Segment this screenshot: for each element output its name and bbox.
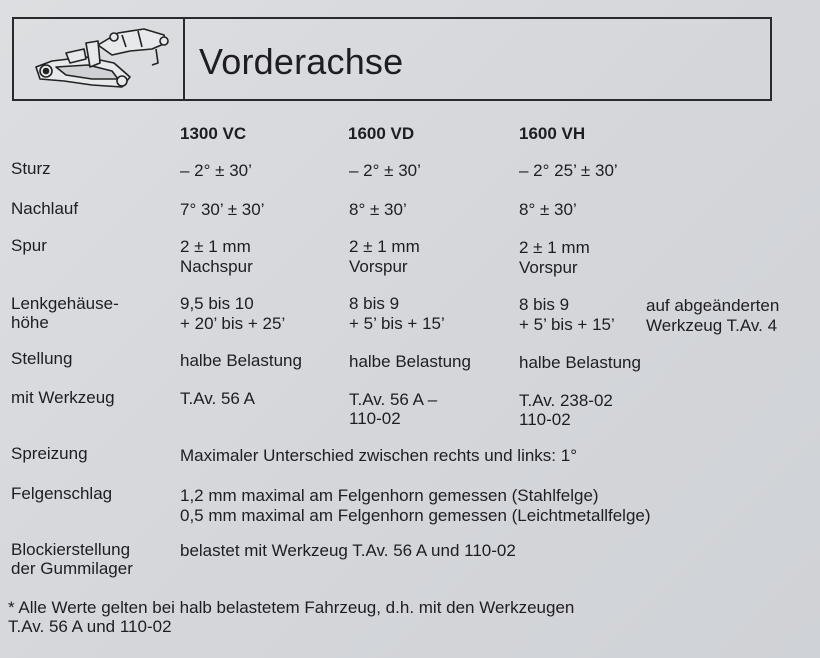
sturz-1600vh: – 2° 25’ ± 30’: [519, 161, 618, 180]
logo-cell: [14, 19, 185, 99]
lenkgehaeuse-note-line1: auf abgeänderten: [646, 296, 780, 315]
spur-1600vd-type: Vorspur: [349, 257, 408, 276]
spur-1300vc-value: 2 ± 1 mm: [180, 237, 251, 256]
werkzeug-1600vh-line2: 110-02: [519, 410, 571, 429]
row-label-werkzeug: mit Werkzeug: [11, 388, 115, 407]
werkzeug-1300vc: T.Av. 56 A: [180, 389, 255, 408]
stellung-1600vd: halbe Belastung: [349, 352, 471, 371]
sturz-1300vc: – 2° ± 30’: [180, 161, 252, 180]
spreizung-value: Maximaler Unterschied zwischen rechts und links: 1°: [180, 446, 578, 465]
nachlauf-1600vh: 8° ± 30’: [519, 200, 577, 219]
stellung-1600vh: halbe Belastung: [519, 353, 641, 372]
row-label-blockier-line2: der Gummilager: [11, 559, 133, 578]
lenkgehaeuse-1600vh-line1: 8 bis 9: [519, 295, 570, 314]
werkzeug-1600vd-line1: T.Av. 56 A –: [349, 390, 438, 409]
spur-1600vh-value: 2 ± 1 mm: [519, 238, 590, 257]
lenkgehaeuse-1600vd-line1: 8 bis 9: [349, 294, 400, 313]
felgenschlag-leichtmetallfelge: 0,5 mm maximal am Felgenhorn gemessen (Leichtmetallfelge): [180, 506, 651, 525]
header-box: [12, 17, 772, 101]
row-label-stellung: Stellung: [11, 349, 73, 368]
column-header-1600vd: 1600 VD: [348, 124, 415, 143]
felgenschlag-stahlfelge: 1,2 mm maximal am Felgenhorn gemessen (Stahlfelge): [180, 486, 599, 505]
sturz-1600vd: – 2° ± 30’: [349, 161, 421, 180]
spur-1600vh-type: Vorspur: [519, 258, 578, 277]
spur-1300vc-type: Nachspur: [180, 257, 253, 276]
row-label-lenkgehaeuse-line2: höhe: [11, 313, 49, 332]
stellung-1300vc: halbe Belastung: [180, 351, 302, 370]
lenkgehaeuse-1600vd-line2: + 5’ bis + 15’: [349, 314, 445, 333]
footnote-line2: T.Av. 56 A und 110-02: [8, 617, 172, 636]
row-label-lenkgehaeuse-line1: Lenkgehäuse-: [11, 294, 119, 313]
row-label-felgenschlag: Felgenschlag: [11, 484, 113, 503]
lenkgehaeuse-1300vc-line2: + 20’ bis + 25’: [180, 314, 286, 333]
row-label-spreizung: Spreizung: [11, 444, 88, 463]
lenkgehaeuse-1600vh-line2: + 5’ bis + 15’: [519, 315, 615, 334]
nachlauf-1600vd: 8° ± 30’: [349, 200, 407, 219]
blockier-value: belastet mit Werkzeug T.Av. 56 A und 110-02: [180, 541, 516, 560]
werkzeug-1600vh-line1: T.Av. 238-02: [519, 391, 613, 410]
row-label-sturz: Sturz: [11, 159, 51, 178]
row-label-spur: Spur: [11, 236, 47, 255]
column-header-1600vh: 1600 VH: [519, 124, 586, 143]
footnote-line1: * Alle Werte gelten bei halb belastetem Fahrzeug, d.h. mit den Werkzeugen: [8, 598, 575, 617]
werkzeug-1600vd-line2: 110-02: [349, 409, 401, 428]
front-axle-illustration-icon: [26, 23, 174, 95]
lenkgehaeuse-1300vc-line1: 9,5 bis 10: [180, 294, 254, 313]
row-label-nachlauf: Nachlauf: [11, 199, 79, 218]
page-title: Vorderachse: [199, 41, 404, 82]
nachlauf-1300vc: 7° 30’ ± 30’: [180, 200, 265, 219]
row-label-blockier-line1: Blockierstellung: [11, 540, 131, 559]
column-header-1300vc: 1300 VC: [180, 124, 247, 143]
spur-1600vd-value: 2 ± 1 mm: [349, 237, 420, 256]
lenkgehaeuse-note-line2: Werkzeug T.Av. 4: [646, 316, 778, 335]
